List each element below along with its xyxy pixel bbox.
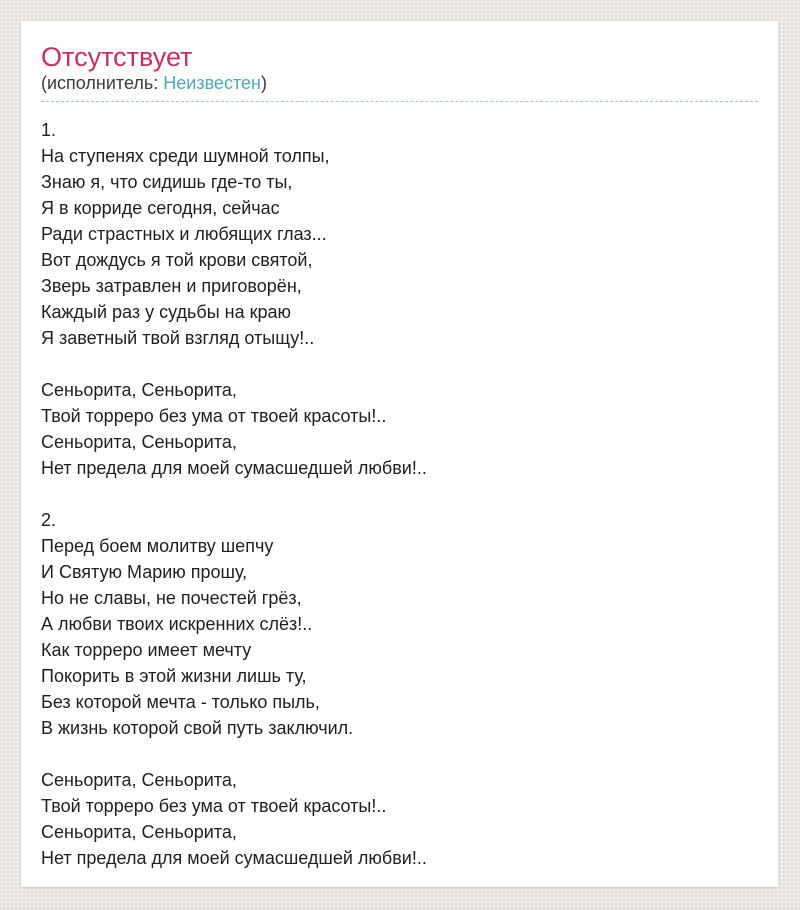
lyric-line: Сеньорита, Сеньорита, — [41, 380, 237, 400]
lyric-line: Без которой мечта - только пыль, — [41, 692, 320, 712]
artist-label-prefix: (исполнитель: — [41, 73, 164, 93]
lyrics-card — [21, 21, 778, 887]
lyric-line: Твой торреро без ума от твоей красоты!.. — [41, 796, 387, 816]
lyric-line: 1. — [41, 120, 57, 140]
lyric-line: На ступенях среди шумной толпы, — [41, 146, 330, 166]
lyric-line: Нет предела для моей сумасшедшей любви!.. — [41, 458, 427, 478]
lyric-line: И Святую Марию прошу, — [41, 562, 248, 582]
lyric-line: Но не славы, не почестей грёз, — [41, 588, 302, 608]
lyric-line: 2. — [41, 510, 57, 530]
lyric-line: Каждый раз у судьбы на краю — [41, 302, 291, 322]
lyric-line: Вот дождусь я той крови святой, — [41, 250, 313, 270]
lyric-line: Зверь затравлен и приговорён, — [41, 276, 302, 296]
lyric-line: Сеньорита, Сеньорита, — [41, 822, 237, 842]
artist-label-suffix: ) — [260, 73, 267, 93]
lyric-line: А любви твоих искренних слёз!.. — [41, 614, 313, 634]
lyric-line: Ради страстных и любящих глаз... — [41, 224, 327, 244]
lyric-line: Сеньорита, Сеньорита, — [41, 770, 237, 790]
lyrics-stanza — [41, 507, 758, 741]
lyric-line: Сеньорита, Сеньорита, — [41, 432, 237, 452]
lyrics-stanza — [41, 767, 758, 871]
lyric-line: Перед боем молитву шепчу — [41, 536, 274, 556]
lyric-line: Знаю я, что сидишь где-то ты, — [41, 172, 293, 192]
page-title: Отсутствует — [41, 42, 193, 72]
artist-link[interactable]: Неизвестен — [163, 73, 261, 93]
lyric-line: В жизнь которой свой путь заключил. — [41, 718, 354, 738]
lyric-line: Я заветный твой взгляд отыщу!.. — [41, 328, 315, 348]
lyric-line: Покорить в этой жизни лишь ту, — [41, 666, 307, 686]
lyrics-stanza — [41, 377, 758, 481]
lyrics-text — [41, 117, 758, 871]
lyric-line: Как торреро имеет мечту — [41, 640, 252, 660]
lyrics-stanza — [41, 117, 758, 351]
lyric-line: Я в корриде сегодня, сейчас — [41, 198, 280, 218]
artist-subtitle — [41, 72, 758, 102]
lyric-line: Нет предела для моей сумасшедшей любви!.. — [41, 848, 427, 868]
lyric-line: Твой торреро без ума от твоей красоты!.. — [41, 406, 387, 426]
